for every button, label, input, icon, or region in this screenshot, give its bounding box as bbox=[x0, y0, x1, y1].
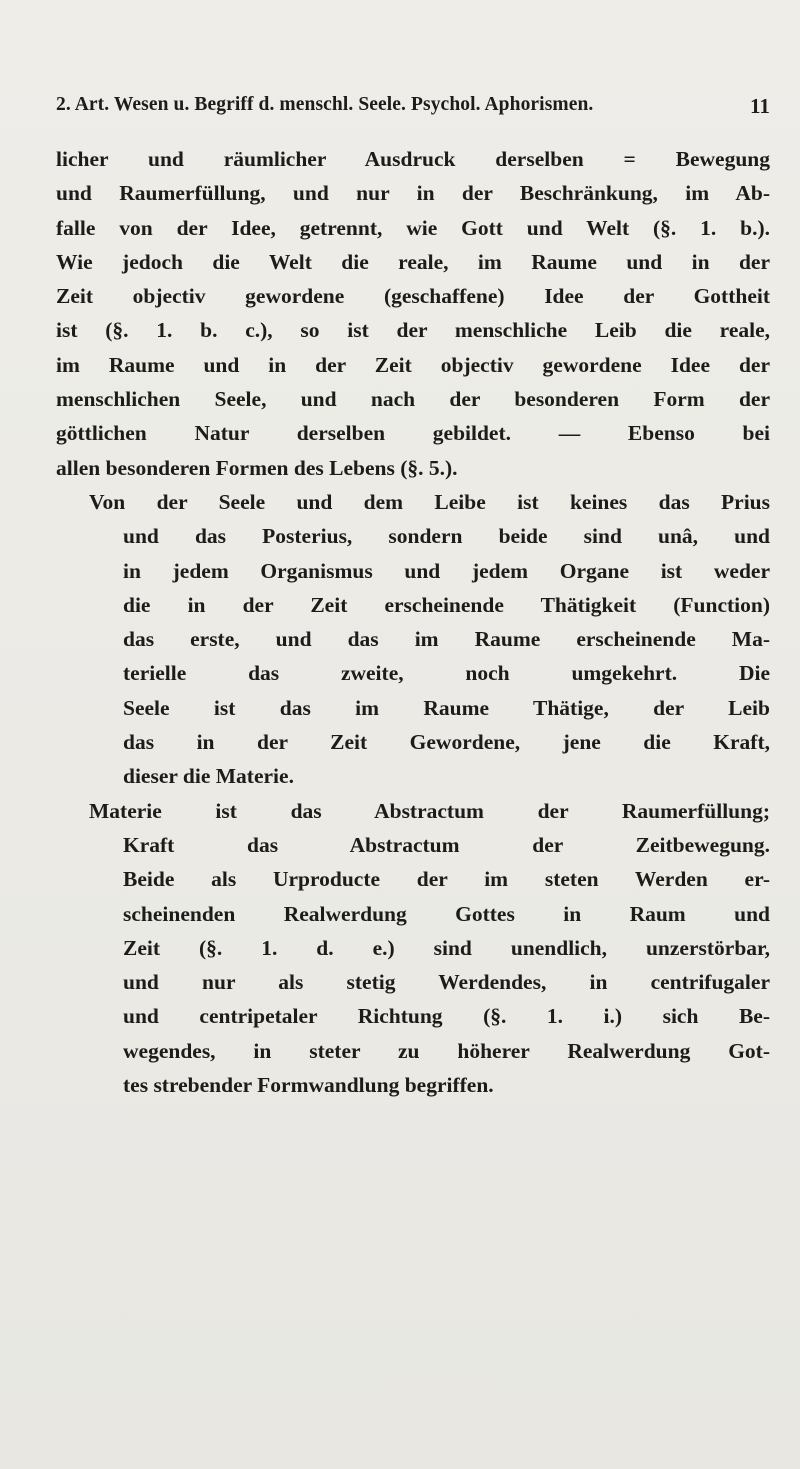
page-header bbox=[56, 94, 770, 124]
text-line: und centripetaler Richtung (§. 1. i.) sich Be- bbox=[123, 1004, 770, 1029]
text-line: Wie jedoch die Welt die reale, im Raume und in der bbox=[56, 249, 770, 274]
text-line: licher und räumlicher Ausdruck derselben = Bewegung bbox=[56, 147, 770, 171]
text-line: Materie ist das Abstractum der Raumerfüllung; bbox=[89, 798, 770, 823]
page-number: 11 bbox=[749, 94, 770, 118]
text-line: terielle das zweite, noch umgekehrt. Die bbox=[123, 661, 770, 686]
text-line: die in der Zeit erscheinende Thätigkeit (Function) bbox=[123, 592, 770, 617]
text-line: menschlichen Seele, und nach der besonderen Form der bbox=[56, 387, 770, 412]
text-line: und Raumerfüllung, und nur in der Beschränkung, im Ab- bbox=[56, 181, 770, 206]
text-line: göttlichen Natur derselben gebildet. — Ebenso bei bbox=[56, 421, 770, 446]
text-line: Seele ist das im Raume Thätige, der Leib bbox=[123, 695, 770, 720]
text-line: Kraft das Abstractum der Zeitbewegung. bbox=[123, 832, 770, 857]
text-line: scheinenden Realwerdung Gottes in Raum und bbox=[123, 901, 770, 926]
text-line: in jedem Organismus und jedem Organe ist weder bbox=[123, 558, 770, 583]
body-text bbox=[56, 142, 770, 1102]
text-line: wegendes, in steter zu höherer Realwerdung Got- bbox=[123, 1038, 770, 1063]
text-line: dieser die Materie. bbox=[123, 764, 294, 789]
text-line: und das Posterius, sondern beide sind unâ, und bbox=[123, 524, 770, 549]
text-line: im Raume und in der Zeit objectiv gewordene Idee der bbox=[56, 352, 770, 377]
text-line: Beide als Urproducte der im steten Werden er- bbox=[123, 867, 770, 892]
text-line: Von der Seele und dem Leibe ist keines das Prius bbox=[89, 489, 770, 514]
text-line: Zeit (§. 1. d. e.) sind unendlich, unzerstörbar, bbox=[123, 935, 770, 960]
text-line: falle von der Idee, getrennt, wie Gott und Welt (§. 1. b.). bbox=[56, 215, 770, 240]
text-line: das in der Zeit Gewordene, jene die Kraft, bbox=[123, 730, 770, 755]
text-line: und nur als stetig Werdendes, in centrifugaler bbox=[123, 970, 770, 995]
text-line: tes strebender Formwandlung begriffen. bbox=[123, 1073, 494, 1098]
text-line: das erste, und das im Raume erscheinende Ma- bbox=[123, 627, 770, 652]
running-head: 2. Art. Wesen u. Begriff d. menschl. Seele. Psychol. Aphorismen. bbox=[56, 94, 594, 115]
text-line: allen besonderen Formen des Lebens (§. 5.). bbox=[56, 455, 458, 480]
text-line: ist (§. 1. b. c.), so ist der menschliche Leib die reale, bbox=[56, 318, 770, 343]
text-line: Zeit objectiv gewordene (geschaffene) Idee der Gottheit bbox=[56, 284, 770, 309]
